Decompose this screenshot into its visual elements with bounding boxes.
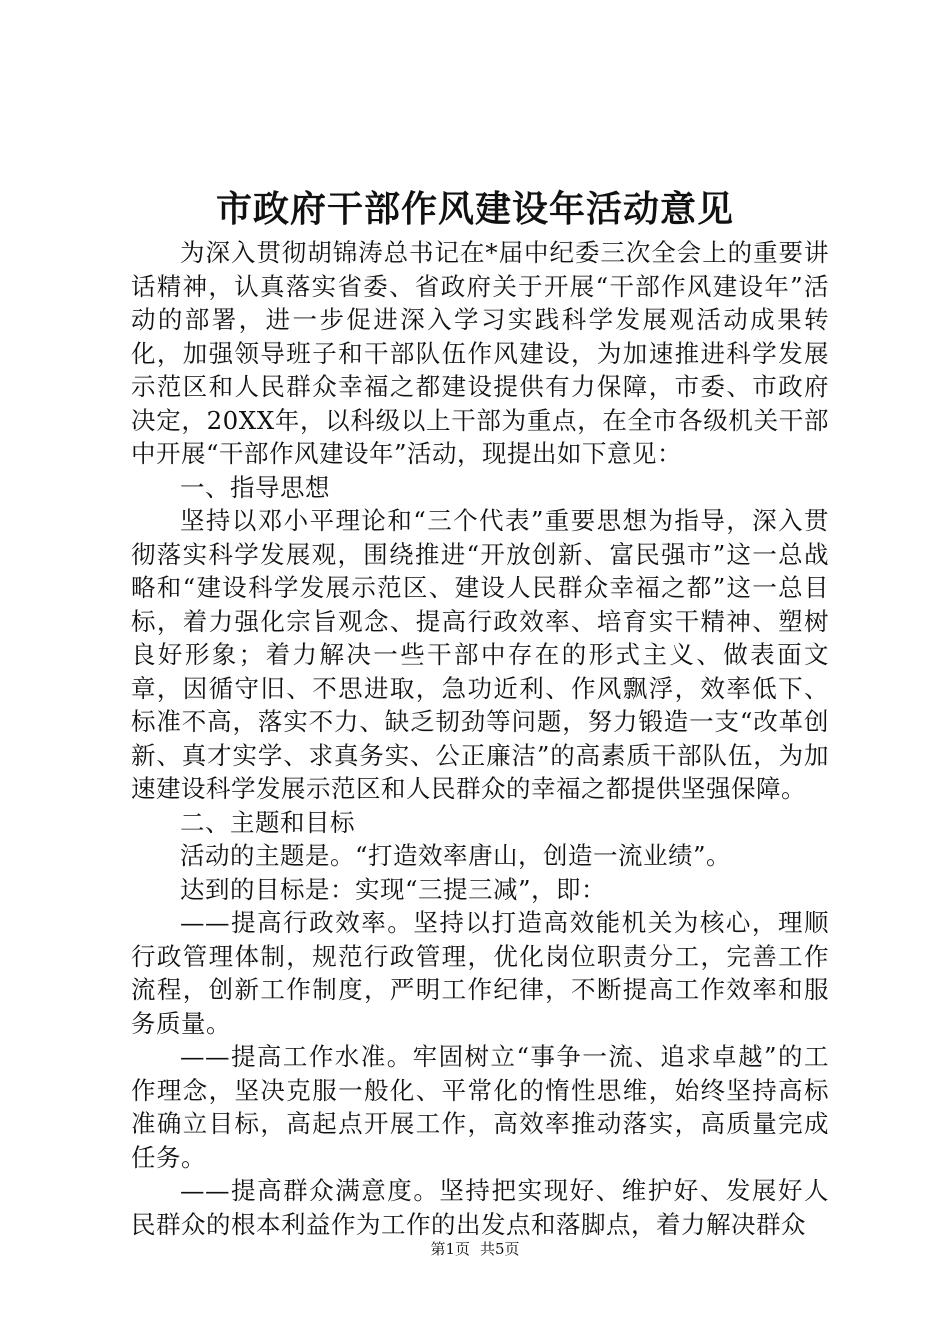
page-number: 第1页 (430, 1240, 470, 1258)
intro-paragraph: 为深入贯彻胡锦涛总书记在*届中纪委三次全会上的重要讲话精神，认真落实省委、省政府关于开展“干部作风建设年”活动的部署，进一步促进深入学习实践科学发展观活动成果转化，加强领导班子和干部队伍作风建设，为加速推进科学发展示范区和人民群众幸福之都建设提供有力保障，市委、市政府决定，20XX年，以科级以上干部为重点，在全市各级机关干部中开展“干部作风建设年”活动，现提出如下意见： (131, 238, 829, 468)
section-heading-guiding-thought: 一、指导思想 (180, 472, 330, 502)
document-body (131, 236, 829, 1241)
document-title: 市政府干部作风建设年活动意见 (215, 188, 734, 230)
goal-efficiency-paragraph: ——提高行政效率。坚持以打造高效能机关为核心，理顺行政管理体制，规范行政管理，优化岗位职责分工，完善工作流程，创新工作制度，严明工作纪律，不断提高工作效率和服务质量。 (131, 908, 829, 1038)
goal-satisfaction-paragraph: ——提高群众满意度。坚持把实现好、维护好、发展好人民群众的根本利益作为工作的出发点和落脚点，着力解决群众 (131, 1176, 829, 1239)
guiding-thought-paragraph: 坚持以邓小平理论和“三个代表”重要思想为指导，深入贯彻落实科学发展观，围绕推进“开放创新、富民强市”这一总战略和“建设科学发展示范区、建设人民群众幸福之都”这一总目标，着力强化宗旨观念、提高行政效率、培育实干精神、塑树良好形象；着力解决一些干部中存在的形式主义、做表面文章，因循守旧、不思进取，急功近利、作风飘浮，效率低下、标准不高，落实不力、缺乏韧劲等问题，努力锻造一支“改革创新、真才实学、求真务实、公正廉洁”的高素质干部队伍，为加速建设科学发展示范区和人民群众的幸福之都提供坚强保障。 (131, 506, 829, 803)
goal-standard-paragraph: ——提高工作水准。牢固树立“事争一流、追求卓越”的工作理念，坚决克服一般化、平常化的惰性思维，始终坚持高标准确立目标，高起点开展工作，高效率推动落实，高质量完成任务。 (131, 1042, 829, 1172)
section-heading-theme-and-goals: 二、主题和目标 (180, 807, 355, 837)
page-footer (0, 1239, 950, 1259)
page-total: 共5页 (480, 1240, 520, 1258)
goals-paragraph: 达到的目标是：实现“三提三减”，即： (180, 874, 607, 904)
theme-paragraph: 活动的主题是。“打造效率唐山，创造一流业绩”。 (180, 841, 732, 870)
